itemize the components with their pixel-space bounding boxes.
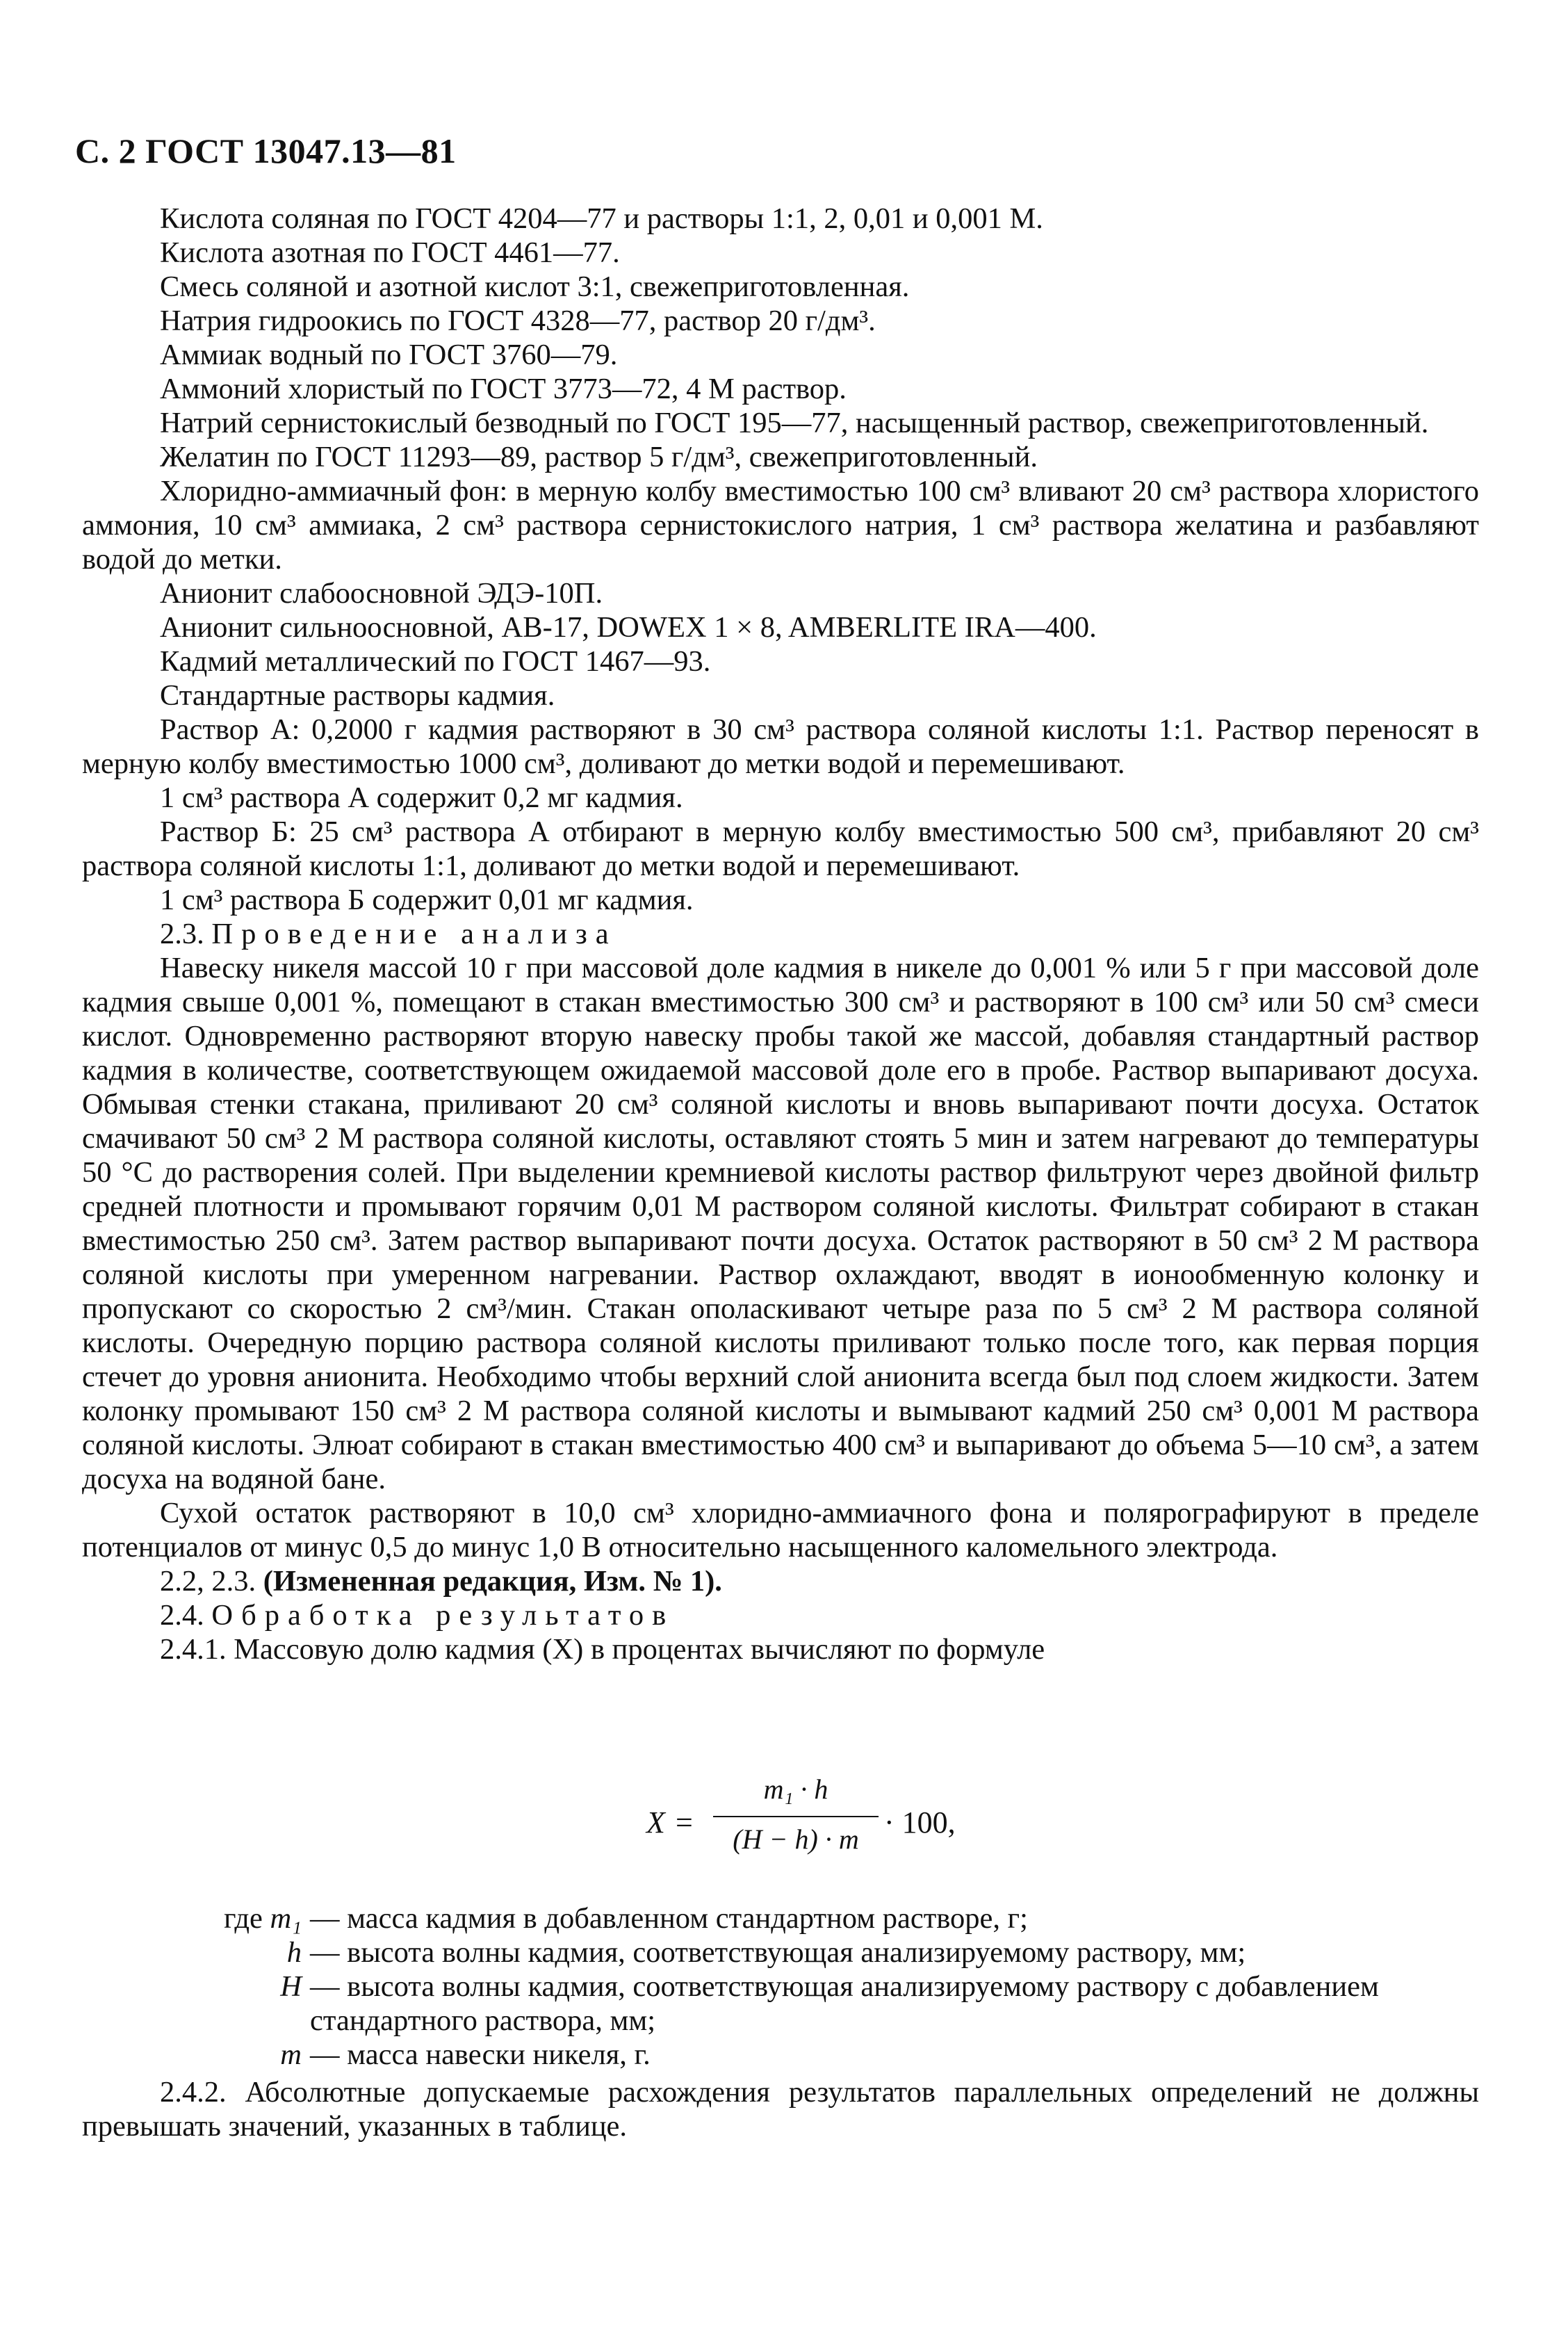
reagent-gelatin: Желатин по ГОСТ 11293—89, раствор 5 г/дм³, свежеприготовленный.: [160, 441, 1038, 473]
after-formula: [82, 2075, 1479, 2143]
formula-fraction-bar: [713, 1816, 879, 1817]
reagent-anion-weak: Анионит слабоосновной ЭДЭ-10П.: [160, 577, 603, 610]
definition-prefix: где: [224, 1902, 263, 1935]
definition-m: [82, 2038, 1479, 2072]
analysis-procedure: Навеску никеля массой 10 г при массовой доле кадмия в никеле до 0,001 % или 5 г при массовой доле кадмия свыше 0,001 %, помещают в стакан вместимостью 300 см³ и растворяют в 100 см³ или 50 см³ смеси кислот. Одновременно растворяют вторую навеску пробы такой же массой, добавляя стандартный раствор кадмия в количестве, соответствующем ожидаемой массовой доле его в пробе. Раствор выпаривают досуха. Обмывая стенки стакана, приливают 20 см³ соляной кислоты и вновь выпаривают почти досуха. Остаток смачивают 50 см³ 2 М раствора соляной кислоты, оставляют стоять 5 мин и затем нагревают до температуры 50 °С до растворения солей. При выделении кремниевой кислоты раствор фильтруют через двойной фильтр средней плотности и промывают горячим 0,01 М раствором соляной кислоты. Фильтрат собирают в стакан вместимостью 250 см³. Затем раствор выпаривают почти досуха. Остаток растворяют в 50 см³ 2 М раствора соляной кислоты при умеренном нагревании. Раствор охлаждают, вводят в ионообменную колонку и пропускают со скоростью 2 см³/мин. Стакан ополаскивают четыре раза по 5 см³ 2 М раствора соляной кислоты. Очередную порцию раствора соляной кислоты приливают только после того, как первая порция стечет до уровня анионита. Необходимо чтобы верхний слой анионита всегда был под слоем жидкости. Затем колонку промывают 150 см³ 2 М раствора соляной кислоты и вымывают кадмий 250 см³ 0,001 М раствора соляной кислоты. Элюат собирают в стакан вместимостью 400 см³ и выпаривают до объема 5—10 см³, а затем досуха на водяной бане.: [82, 952, 1479, 1495]
section-2-4-number: 2.4.: [160, 1599, 204, 1632]
section-2-4-heading: [82, 1598, 1479, 1632]
reagent-ammonia: Аммиак водный по ГОСТ 3760—79.: [160, 339, 618, 371]
reagent-naoh: Натрия гидроокись по ГОСТ 4328—77, раствор 20 г/дм³.: [160, 304, 876, 337]
section-2-3-title: Проведение анализа: [211, 918, 617, 950]
section-2-4-title: Обработка результатов: [211, 1599, 675, 1632]
edition-note: [82, 1564, 1479, 1598]
definition-H: [82, 1970, 1479, 2038]
formula-lhs: X: [646, 1805, 665, 1840]
clause-2-4-1: 2.4.1. Массовую долю кадмия (X) в процентах вычисляют по формуле: [160, 1633, 1045, 1666]
section-2-3-number: 2.3.: [160, 918, 204, 950]
formula-equals: =: [676, 1805, 693, 1840]
cadmium-formula: [646, 1773, 966, 1870]
variable-definitions: [82, 1901, 1479, 2072]
definition-symbol: h: [286, 1936, 302, 1969]
definition-text: — масса кадмия в добавленном стандартном растворе, г;: [310, 1902, 1028, 1935]
page-header: С. 2 ГОСТ 13047.13—81: [75, 131, 457, 170]
reagent-background: Хлоридно-аммиачный фон: в мерную колбу вместимостью 100 см³ вливают 20 см³ раствора хлористого аммония, 10 см³ аммиака, 2 см³ раствора сернистокислого натрия, 1 см³ раствора желатина и разбавляют водой до метки.: [82, 475, 1479, 576]
polarography-paragraph: Сухой остаток растворяют в 10,0 см³ хлоридно-аммиачного фона и полярографируют в пределе потенциалов от минус 0,5 до минус 1,0 В относительно насыщенного каломельного электрода.: [82, 1497, 1479, 1564]
reagent-acid-mix: Смесь соляной и азотной кислот 3:1, свежеприготовленная.: [160, 270, 910, 303]
definition-text: — высота волны кадмия, соответствующая анализируемому раствору, мм;: [310, 1936, 1246, 1969]
solution-b-content: 1 см³ раствора Б содержит 0,01 мг кадмия.: [160, 884, 694, 916]
definition-h: [82, 1935, 1479, 1970]
reagent-anion-strong: Анионит сильноосновной, АВ-17, DOWEX 1 × 8, AMBERLITE IRA—400.: [160, 611, 1097, 644]
definition-symbol: m: [280, 2038, 302, 2071]
clause-2-4-2: 2.4.2. Абсолютные допускаемые расхождения результатов параллельных определений не должны превышать значений, указанных в таблице.: [82, 2076, 1479, 2143]
definition-text: — высота волны кадмия, соответствующая анализируемому раствору с добавлением стандартного раствора, мм;: [310, 1970, 1379, 2037]
reagent-sodium-sulfite: Натрий сернистокислый безводный по ГОСТ 195—77, насыщенный раствор, свежеприготовленный.: [160, 407, 1429, 439]
solution-a: Раствор А: 0,2000 г кадмия растворяют в 30 см³ раствора соляной кислоты 1:1. Раствор переносят в мерную колбу вместимостью 1000 см³, доливают до метки водой и перемешивают.: [82, 713, 1479, 780]
definition-symbol: m₁: [270, 1902, 302, 1935]
definition-symbol: H: [280, 1970, 302, 2003]
definition-m1: [82, 1901, 1479, 1935]
solution-a-content: 1 см³ раствора А содержит 0,2 мг кадмия.: [160, 781, 683, 814]
formula-numerator: m₁ · h: [763, 1773, 828, 1805]
reagent-cadmium-metal: Кадмий металлический по ГОСТ 1467—93.: [160, 645, 711, 678]
section-2-3-heading: [82, 917, 1479, 951]
edition-note-text: (Измененная редакция, Изм. № 1).: [263, 1565, 722, 1598]
solution-b: Раствор Б: 25 см³ раствора А отбирают в мерную колбу вместимостью 500 см³, прибавляют 20 см³ раствора соляной кислоты 1:1, доливают до метки водой и перемешивают.: [82, 815, 1479, 882]
definition-text: — масса навески никеля, г.: [310, 2038, 651, 2071]
reagent-standard-solutions: Стандартные растворы кадмия.: [160, 679, 555, 712]
reagent-ammonium-chloride: Аммоний хлористый по ГОСТ 3773—72, 4 М раствор.: [160, 373, 847, 405]
formula-denominator: (H − h) · m: [733, 1824, 859, 1855]
edition-note-prefix: 2.2, 2.3.: [160, 1565, 256, 1598]
reagent-hno3: Кислота азотная по ГОСТ 4461—77.: [160, 236, 620, 269]
formula-tail: · 100,: [884, 1805, 956, 1840]
reagent-hcl: Кислота соляная по ГОСТ 4204—77 и растворы 1:1, 2, 0,01 и 0,001 М.: [160, 202, 1043, 235]
document-body: [82, 202, 1479, 1666]
